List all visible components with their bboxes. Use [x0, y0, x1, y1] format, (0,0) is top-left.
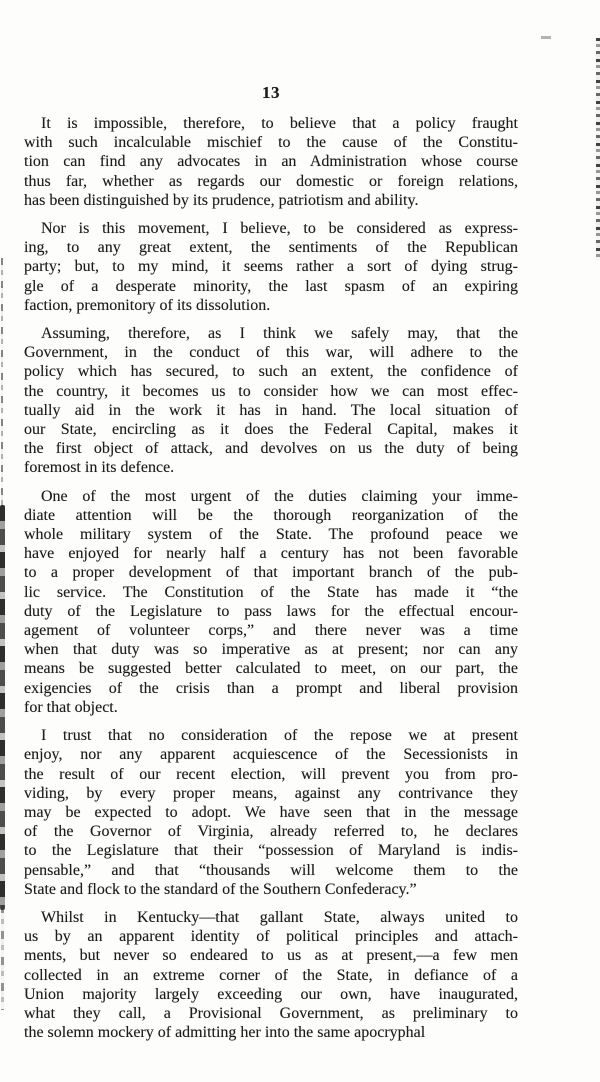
text-line: the solemn mockery of admitting her into the same apocryphal [24, 1024, 426, 1042]
left-binding-shadow-lower [1, 905, 4, 1010]
paragraph [24, 908, 518, 1042]
text-line: One of the most urgent of the duties claiming your imme- [41, 487, 518, 505]
text-line: exigencies of the crisis than a prompt and liberal provision [24, 679, 518, 697]
text-line: State and flock to the standard of the Southern Confederacy.” [24, 880, 417, 898]
left-binding-shadow-upper [1, 258, 3, 510]
text-line: tually aid in the work it has in hand. The local situation of [24, 401, 518, 419]
paragraph [24, 114, 518, 210]
text-line: It is impossible, therefore, to believe that a policy fraught [41, 115, 518, 132]
text-line: tion can find any advocates in an Administration whose course [24, 153, 518, 171]
text-line: with such incalculable mischief to the cause of the Constitu- [24, 134, 518, 152]
text-line: the country, it becomes us to consider how we can most effec- [24, 382, 518, 400]
paragraph [24, 324, 518, 478]
text-line: thus far, whether as regards our domestic or foreign relations, [24, 172, 518, 190]
text-line: to a proper development of that important branch of the pub- [24, 564, 518, 582]
paragraph [24, 487, 518, 717]
stray-scan-mark [541, 36, 551, 39]
paragraph [24, 726, 518, 899]
text-line: have enjoyed for nearly half a century has not been favorable [24, 545, 518, 563]
text-line: for that object. [24, 698, 118, 716]
text-line: duty of the Legislature to pass laws for the effectual encour- [24, 602, 518, 620]
text-line: faction, premonitory of its dissolution. [24, 296, 271, 314]
text-line: enjoy, nor any apparent acquiescence of the Secessionists in [24, 746, 518, 764]
text-line: lic service. The Constitution of the State has made it “the [24, 583, 518, 601]
text-line: collected in an extreme corner of the State, in defiance of a [24, 966, 518, 984]
text-line: to the Legislature that their “possession of Maryland is indis- [24, 842, 518, 860]
text-line: ing, to any great extent, the sentiments of the Republican [24, 239, 518, 257]
text-line: ments, but never so endeared to us as at present,—a few men [24, 947, 518, 965]
right-edge-scan-noise [596, 38, 600, 260]
text-line: us by an apparent identity of political principles and attach- [24, 928, 518, 946]
text-line: Whilst in Kentucky—that gallant State, always united to [41, 908, 518, 926]
text-line: pensable,” and that “thousands will welcome them to the [24, 861, 518, 879]
text-line: the first object of attack, and devolves on us the duty of being [24, 440, 518, 458]
text-line: Government, in the conduct of this war, will adhere to the [24, 344, 518, 362]
text-line: gle of a desperate minority, the last spasm of an expiring [24, 277, 518, 295]
text-line: foremost in its defence. [24, 459, 175, 477]
text-line: when that duty was so imperative as at present; nor can any [24, 641, 518, 659]
text-line: party; but, to my mind, it seems rather a sort of dying strug- [24, 258, 518, 276]
text-line: means be suggested better calculated to meet, on our part, the [24, 660, 518, 678]
text-line: has been distinguished by its prudence, patriotism and ability. [24, 191, 419, 209]
text-line: whole military system of the State. The profound peace we [24, 526, 518, 544]
text-line: may be expected to adopt. We have seen that in the message [24, 803, 518, 821]
page-text [24, 114, 518, 1051]
page-number: 13 [262, 83, 280, 102]
text-line: of the Governor of Virginia, already referred to, he declares [24, 823, 518, 841]
text-line: Assuming, therefore, as I think we safely may, that the [41, 325, 518, 343]
text-line: our State, encircling as it does the Federal Capital, makes it [24, 421, 518, 439]
text-line: viding, by every proper means, against any contrivance they [24, 784, 518, 802]
text-line: what they call, a Provisional Government, as preliminary to [24, 1004, 518, 1022]
paragraph [24, 219, 518, 315]
text-line: the result of our recent election, will prevent you from pro- [24, 765, 518, 783]
left-binding-shadow-main [0, 505, 5, 910]
text-line: agement of volunteer corps,” and there never was a time [24, 622, 518, 640]
text-line: Nor is this movement, I believe, to be considered as express- [41, 220, 518, 238]
text-line: policy which has secured, to such an extent, the confidence of [24, 363, 518, 381]
text-line: Union majority largely exceeding our own, have inaugurated, [24, 985, 518, 1003]
text-line: diate attention will be the thorough reorganization of the [24, 506, 518, 524]
text-line: I trust that no consideration of the repose we at present [41, 727, 518, 745]
